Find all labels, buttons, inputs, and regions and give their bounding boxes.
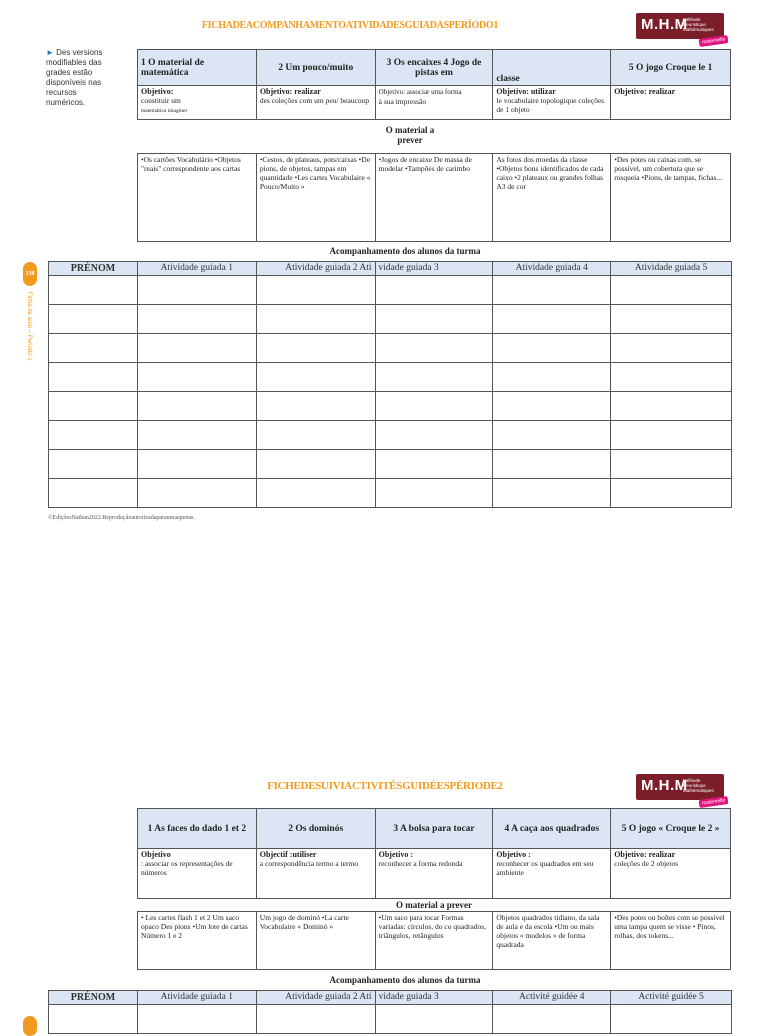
material-title-p2: O material a prever [138,899,731,912]
material-2: Um jogo de dominó •La carte Vocabulaire « Dominó » [256,912,375,970]
table-row [49,421,732,450]
logo-subtitle: Méthode Heuristique Mathématiques [683,778,714,793]
sidenote-text: Des versions modifiables das grades estão disponíveis nas recursos numéricos. [46,48,103,107]
page-tab-2 [23,1016,37,1036]
mhm-logo-2 [636,774,726,807]
tracking-header-3: vidade guiada 3 [375,991,493,1005]
activity-header-5: 5 O jogo Croque le 1 [611,50,731,86]
material-3: •Jogos de encaixe De massa de modelar •Tampões de carimbo [375,154,493,242]
tracking-header-2: Atividade guiada 2 Ati [256,262,375,276]
tracking-header-1: Atividade guiada 1 [137,262,256,276]
tracking-title-p2: Acompanhamento dos alunos da turma [329,975,481,985]
objective-2: Objetivo: realizar des coleções com um peu/ beaucoup [256,86,375,120]
page-tab-label: Ficha de aula – Período 1 [26,292,32,361]
activity-header-1: 1 O material de matemática [138,50,257,86]
objective-3: Objetivo : reconhecer a forma redonda [375,849,493,899]
logo-tag: maternelle [698,796,728,808]
objective-1: Objetivo: constituir um matemática imaginer [138,86,257,120]
tracking-header-name: PRÉNOM [49,262,138,276]
tracking-table-p2 [48,990,732,1034]
tracking-table-p1 [48,261,732,508]
arrow-right-icon: ► [46,48,54,57]
material-5: •Des potes ou caixas com, se possível, um cobertura que se rosqueia •Pions, de tampas, fichas... [611,154,731,242]
tracking-title-p1: Acompanhamento dos alunos da turma [329,246,481,256]
activities-table-p2 [137,808,731,970]
material-title-p1: O material a prever [385,125,435,145]
logo-letters: M.H.M [641,777,688,794]
table-row [49,363,732,392]
logo-subtitle: Méthode Heuristique Mathématiques [683,17,714,32]
objective-2: Objectif :utiliser a correspondência termo a termo [256,849,375,899]
page2-title: FICHEDESUIVIACTIVITÉSGUIDÉESPÉRIODE2 [267,780,503,792]
material-table-p1 [137,153,731,242]
objective-1: Objetivo : associar os representações de números [138,849,257,899]
activity-header-2: 2 Os dominós [256,809,375,849]
objective-3: Objetivo: associar uma forma à sua impressão [375,86,493,120]
logo-letters: M.H.M [641,16,688,33]
objective-4: Objetivo: utilizar le vocabulaire topologique coleções de 1 objeto [493,86,611,120]
logo-tag: maternelle [698,35,728,47]
material-2: •Cestos, de plateaus, pots/caixas •De pions, de objetos, tampas em quantidade •Les cartes Vocabulaire « Pouco/Muito » [256,154,375,242]
sidenote [46,48,112,108]
activities-table-p1 [137,49,731,120]
tracking-header-4: Atividade guiada 4 [493,262,611,276]
material-4: Objetos quadrados tidiano, da sala de aula e da escola •Um ou mais objetos « modelos » de forma quadrada [493,912,611,970]
page1-title: FICHADEACOMPANHAMENTOATIVIDADESGUIADASPERÍODO1 [201,20,499,31]
table-row [49,450,732,479]
table-row [49,305,732,334]
activity-header-1: 1 As faces do dado 1 et 2 [138,809,257,849]
activity-header-3: 3 A bolsa para tocar [375,809,493,849]
objective-4: Objetivo : reconhecer os quadrados em seu ambiente [493,849,611,899]
tracking-header-2: Atividade guiada 2 Ati [256,991,375,1005]
activity-header-4: 4 A caça aos quadrados [493,809,611,849]
copyright: ©EdiçõesNathan2022.Reproduçãoautorizadaparaumaapenas. [48,515,195,521]
material-1: •Os cartões Vocabulário •Objetos "reais" correspondente aos cartas [138,154,257,242]
material-5: •Des potes ou boîtes com se possível uma tampa quem se visse • Pinos, rolhas, dos tokens... [611,912,731,970]
tracking-header-5: Atividade guiada 5 [611,262,732,276]
page-tab: 138 [23,262,37,286]
objective-5: Objetivo: realizar coleções de 2 objetos [611,849,731,899]
table-row [49,1005,732,1034]
material-3: •Um saco para tocar Formas variadas: círculos, do co quadrados, triângulos, retângulos [375,912,493,970]
mhm-logo [636,13,726,46]
objective-5: Objetivo: realizar [611,86,731,120]
activity-header-5: 5 O jogo « Croque le 2 » [611,809,731,849]
tracking-header-3: vidade guiada 3 [375,262,493,276]
table-row [49,276,732,305]
material-1: • Les cartes flash 1 et 2 Um saco opaco Des pions •Um lote de cartas Número 1 e 2 [138,912,257,970]
table-row [49,334,732,363]
tracking-header-4: Activité guidée 4 [493,991,611,1005]
table-row [49,479,732,508]
activity-header-4: classe [493,50,611,86]
activity-header-3: 3 Os encaixes 4 Jogo de pistas em [375,50,493,86]
material-4: As fotos dos moedas da classe •Objetos bons identificados de cada caixo •2 plateaux ou grandes folhas A3 de cor [493,154,611,242]
tracking-header-5: Activité guidée 5 [611,991,732,1005]
activity-header-2: 2 Um pouco/muito [256,50,375,86]
tracking-header-1: Atividade guiada 1 [137,991,256,1005]
tracking-header-name: PRÉNOM [49,991,138,1005]
table-row [49,392,732,421]
